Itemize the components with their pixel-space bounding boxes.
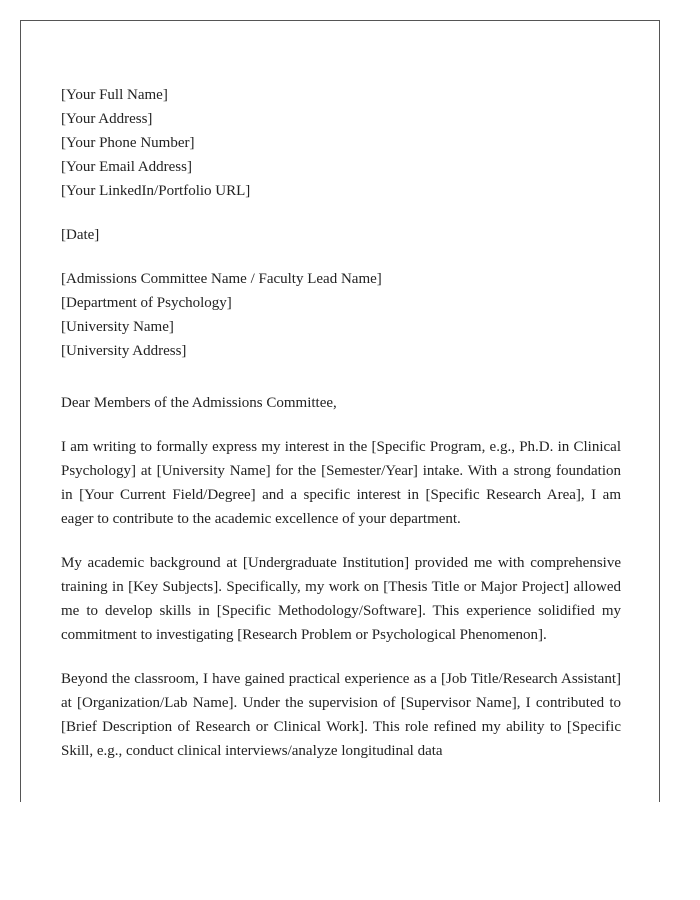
recipient-university: [University Name] [61, 319, 174, 335]
letter-date: [Date] [61, 227, 100, 243]
sender-linkedin: [Your LinkedIn/Portfolio URL] [61, 183, 251, 199]
recipient-name: [Admissions Committee Name / Faculty Lead Name] [61, 271, 382, 287]
salutation: Dear Members of the Admissions Committee, [61, 395, 337, 411]
sender-name: [Your Full Name] [61, 87, 168, 103]
body-paragraph-1: I am writing to formally express my interest in the [Specific Program, e.g., Ph.D. in Clinical Psychology] at [University Name] for the [Semester/Year] intake. With a strong foundation in [Your Current Field/Degree] and a specific interest in [Specific Research Area], I am eager to contribute to the academic excellence of your department. [61, 439, 621, 527]
recipient-block [61, 267, 621, 363]
sender-block [61, 83, 621, 203]
sender-address: [Your Address] [61, 111, 153, 127]
recipient-address: [University Address] [61, 343, 187, 359]
sender-email: [Your Email Address] [61, 159, 192, 175]
recipient-department: [Department of Psychology] [61, 295, 232, 311]
body-paragraph-2: My academic background at [Undergraduate Institution] provided me with comprehensive training in [Key Subjects]. Specifically, my work on [Thesis Title or Major Project] allowed me to develop skills in [Specific Methodology/Software]. This experience solidified my commitment to investigating [Research Problem or Psychological Phenomenon]. [61, 555, 621, 643]
letter-content [61, 83, 621, 763]
sender-phone: [Your Phone Number] [61, 135, 195, 151]
body-paragraph-3: Beyond the classroom, I have gained practical experience as a [Job Title/Research Assistant] at [Organization/Lab Name]. Under the supervision of [Supervisor Name], I contributed to [Brief Description of Research or Clinical Work]. This role refined my ability to [Specific Skill, e.g., conduct clinical interviews/analyze longitudinal data [61, 671, 621, 759]
letter-page [20, 20, 660, 802]
